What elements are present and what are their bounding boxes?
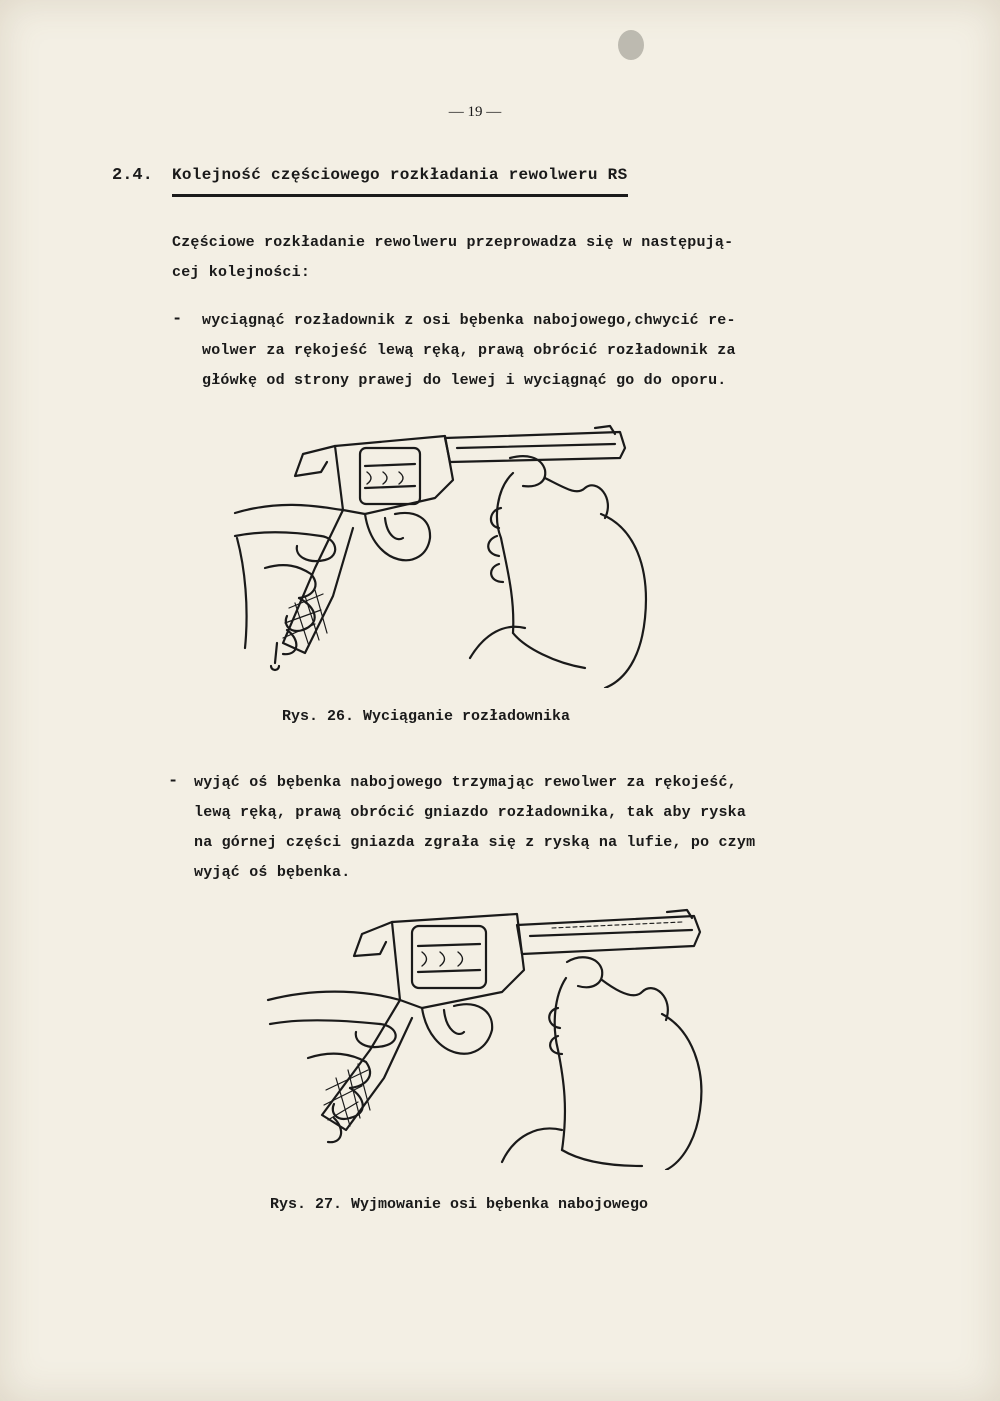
title-underline <box>172 194 628 197</box>
figure-27-caption: Rys. 27. Wyjmowanie osi bębenka nabojowego <box>270 1196 649 1213</box>
stain-mark <box>618 30 644 60</box>
step-text: wyjąć oś bębenka nabojowego trzymając rewolwer za rękojeść, lewą ręką, prawą obrócić gniazdo rozładownika, tak aby ryska na górnej części gniazda zgrała się z ryską na lufie, po czym wyjąć oś bębenka. <box>194 774 756 881</box>
step-bullet: - <box>168 772 179 791</box>
revolver-with-hands-illustration <box>262 900 712 1170</box>
page-number: — 19 — <box>448 104 502 120</box>
revolver-with-hands-illustration <box>225 418 665 688</box>
figure-26-caption: Rys. 26. Wyciąganie rozładownika <box>282 708 571 725</box>
section-title: Kolejność częściowego rozkładania rewolweru RS <box>172 166 628 184</box>
section-number: 2.4. <box>112 166 153 185</box>
step-text: wyciągnąć rozładownik z osi bębenka nabojowego,chwycić re- wolwer za rękojeść lewą ręką, prawą obrócić rozładownik za główkę od strony prawej do lewej i wyciągnąć go do oporu. <box>202 312 736 389</box>
intro-paragraph: Częściowe rozkładanie rewolweru przeprowadza się w następują- cej kolejności: <box>172 234 734 281</box>
figure-27 <box>262 900 712 1170</box>
figure-26 <box>225 418 665 688</box>
step-bullet: - <box>172 310 183 329</box>
